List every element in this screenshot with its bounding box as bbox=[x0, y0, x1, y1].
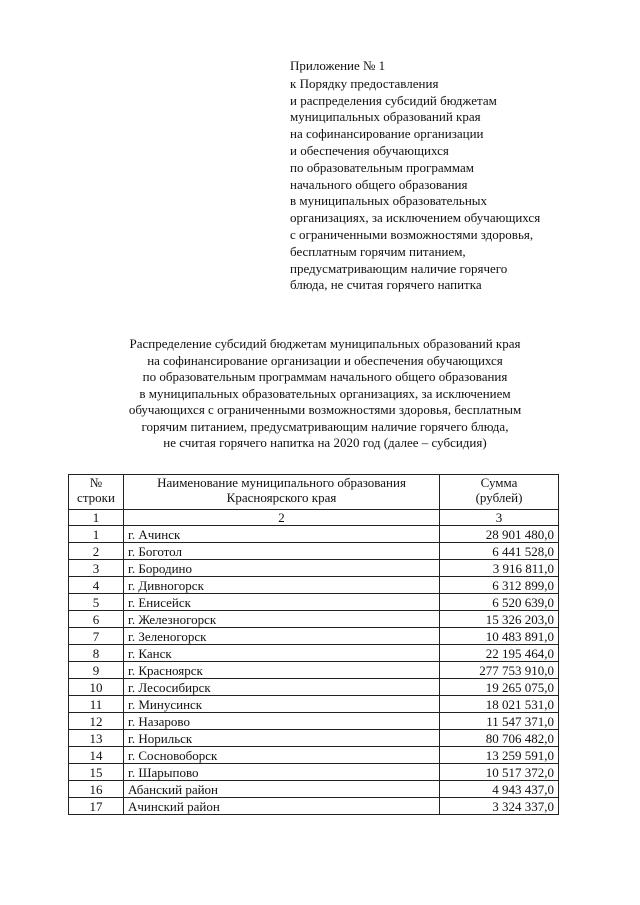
table-row bbox=[69, 713, 559, 730]
table-row bbox=[69, 560, 559, 577]
table-row bbox=[69, 577, 559, 594]
heading-line: по образовательным программам начального общего образования bbox=[142, 369, 508, 384]
sum-cell: 15 326 203,0 bbox=[440, 611, 559, 628]
municipality-name-cell: г. Боготол bbox=[124, 543, 440, 560]
table-row bbox=[69, 730, 559, 747]
municipality-name-cell: г. Сосновоборск bbox=[124, 747, 440, 764]
table-row bbox=[69, 662, 559, 679]
table-row bbox=[69, 696, 559, 713]
heading-line: обучающихся с ограниченными возможностями здоровья, бесплатным bbox=[128, 402, 522, 417]
municipality-name-cell: г. Ачинск bbox=[124, 526, 440, 543]
row-number-cell: 15 bbox=[69, 764, 124, 781]
sum-cell: 6 441 528,0 bbox=[440, 543, 559, 560]
municipality-name-cell: г. Бородино bbox=[124, 560, 440, 577]
appendix-line: бесплатным горячим питанием, bbox=[290, 243, 466, 259]
sum-cell: 6 312 899,0 bbox=[440, 577, 559, 594]
sum-cell: 10 517 372,0 bbox=[440, 764, 559, 781]
sum-cell: 28 901 480,0 bbox=[440, 526, 559, 543]
appendix-line: организациях, за исключением обучающихся bbox=[290, 210, 541, 226]
municipality-name-cell: Абанский район bbox=[124, 781, 440, 798]
appendix-line: начального общего образования bbox=[290, 176, 468, 192]
appendix-line: в муниципальных образовательных bbox=[290, 193, 488, 209]
table-row bbox=[69, 594, 559, 611]
table-body bbox=[69, 510, 559, 815]
appendix-line: с ограниченными возможностями здоровья, bbox=[290, 226, 534, 242]
municipality-name-cell: г. Енисейск bbox=[124, 594, 440, 611]
municipality-name-cell: Ачинский район bbox=[124, 798, 440, 815]
heading-line: горячим питанием, предусматривающим наличие горячего блюда, bbox=[141, 418, 509, 434]
municipality-name-cell: г. Минусинск bbox=[124, 696, 440, 713]
appendix-line: предусматривающим наличие горячего bbox=[290, 260, 508, 276]
sum-cell: 11 547 371,0 bbox=[440, 713, 559, 730]
municipality-name-cell: г. Шарыпово bbox=[124, 764, 440, 781]
table-header-row bbox=[69, 475, 559, 510]
municipality-name-cell: г. Канск bbox=[124, 645, 440, 662]
table-row bbox=[69, 526, 559, 543]
row-number-cell: 10 bbox=[69, 679, 124, 696]
municipality-name-cell: г. Дивногорск bbox=[124, 577, 440, 594]
sum-cell: 4 943 437,0 bbox=[440, 781, 559, 798]
table-row bbox=[69, 645, 559, 662]
appendix-block bbox=[290, 58, 610, 294]
sum-cell: 13 259 591,0 bbox=[440, 747, 559, 764]
sum-cell: 3 916 811,0 bbox=[440, 560, 559, 577]
municipality-name-cell: г. Зеленогорск bbox=[124, 628, 440, 645]
header-municipality-name: Наименование муниципального образования Красноярского края bbox=[124, 475, 440, 510]
table-row bbox=[69, 679, 559, 696]
municipality-name-cell: г. Лесосибирск bbox=[124, 679, 440, 696]
heading-line: на софинансирование организации и обеспечения обучающихся bbox=[147, 352, 503, 368]
municipality-name-cell: г. Железногорск bbox=[124, 611, 440, 628]
row-number-cell: 16 bbox=[69, 781, 124, 798]
row-number-cell: 5 bbox=[69, 594, 124, 611]
municipality-name-cell: г. Норильск bbox=[124, 730, 440, 747]
appendix-line: на софинансирование организации bbox=[290, 126, 484, 142]
row-number-cell: 3 bbox=[69, 560, 124, 577]
table-row bbox=[69, 764, 559, 781]
column-index-cell: 3 bbox=[440, 510, 559, 526]
row-number-cell: 4 bbox=[69, 577, 124, 594]
row-number-cell: 14 bbox=[69, 747, 124, 764]
row-number-cell: 17 bbox=[69, 798, 124, 815]
row-number-cell: 13 bbox=[69, 730, 124, 747]
table-row bbox=[69, 543, 559, 560]
sum-cell: 3 324 337,0 bbox=[440, 798, 559, 815]
heading-line: не считая горячего напитка на 2020 год (далее – субсидия) bbox=[163, 435, 487, 450]
municipality-name-cell: г. Красноярск bbox=[124, 662, 440, 679]
heading-line: в муниципальных образовательных организациях, за исключением bbox=[139, 385, 511, 401]
appendix-line: и распределения субсидий бюджетам bbox=[290, 92, 497, 108]
appendix-line: блюда, не считая горячего напитка bbox=[290, 277, 482, 293]
sum-cell: 10 483 891,0 bbox=[440, 628, 559, 645]
row-number-cell: 11 bbox=[69, 696, 124, 713]
header-sum: Сумма (рублей) bbox=[440, 475, 559, 510]
appendix-line: к Порядку предоставления bbox=[290, 75, 439, 91]
table-row bbox=[69, 781, 559, 798]
appendix-line: муниципальных образований края bbox=[290, 109, 481, 125]
table-row bbox=[69, 798, 559, 815]
sum-cell: 22 195 464,0 bbox=[440, 645, 559, 662]
column-index-row bbox=[69, 510, 559, 526]
column-index-cell: 2 bbox=[124, 510, 440, 526]
row-number-cell: 9 bbox=[69, 662, 124, 679]
row-number-cell: 12 bbox=[69, 713, 124, 730]
column-index-cell: 1 bbox=[69, 510, 124, 526]
appendix-title: Приложение № 1 bbox=[290, 58, 386, 73]
sum-cell: 80 706 482,0 bbox=[440, 730, 559, 747]
appendix-line: и обеспечения обучающихся bbox=[290, 142, 449, 158]
sum-cell: 6 520 639,0 bbox=[440, 594, 559, 611]
row-number-cell: 6 bbox=[69, 611, 124, 628]
heading-line: Распределение субсидий бюджетам муниципальных образований края bbox=[129, 336, 521, 351]
municipality-name-cell: г. Назарово bbox=[124, 713, 440, 730]
sum-cell: 18 021 531,0 bbox=[440, 696, 559, 713]
table-row bbox=[69, 628, 559, 645]
subsidy-table bbox=[68, 474, 559, 815]
row-number-cell: 1 bbox=[69, 526, 124, 543]
row-number-cell: 8 bbox=[69, 645, 124, 662]
sum-cell: 19 265 075,0 bbox=[440, 679, 559, 696]
appendix-line: по образовательным программам bbox=[290, 159, 475, 175]
row-number-cell: 2 bbox=[69, 543, 124, 560]
row-number-cell: 7 bbox=[69, 628, 124, 645]
document-heading bbox=[60, 336, 590, 452]
header-row-number: № строки bbox=[69, 475, 124, 510]
table-row bbox=[69, 747, 559, 764]
sum-cell: 277 753 910,0 bbox=[440, 662, 559, 679]
table-row bbox=[69, 611, 559, 628]
